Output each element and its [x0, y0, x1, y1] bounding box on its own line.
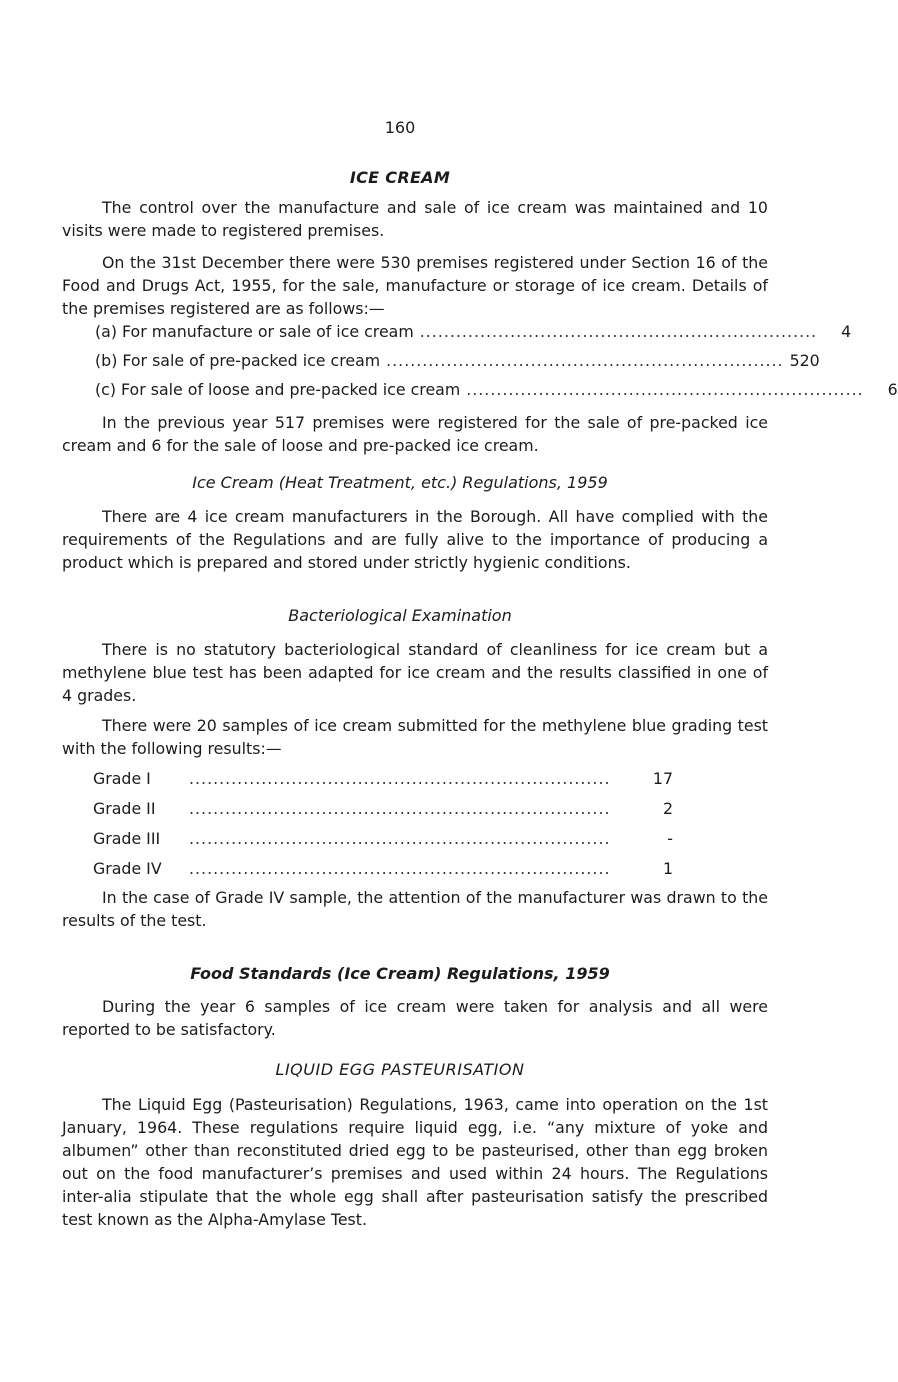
section-title-bacteriological: Bacteriological Examination: [288, 606, 512, 625]
grade-value: -: [667, 829, 673, 848]
paragraph-text: In the previous year 517 premises were registered for the sale of pre-packed ice cream and 6 for the sale of loose and pre-packed ice cream.: [62, 413, 768, 455]
dot-leader: ..................................................................: [419, 322, 818, 341]
list-item-label: (b) For sale of pre-packed ice cream: [95, 351, 381, 370]
dot-leader: ..................................................................: [466, 380, 864, 399]
paragraph-text: The control over the manufacture and sale of ice cream was maintained and 10 visits were made to registered premises.: [62, 198, 768, 240]
grade-row: [93, 857, 673, 880]
grade-value: 2: [662, 799, 673, 818]
section-title-ice-cream: ICE CREAM: [349, 168, 451, 187]
paragraph-methylene-blue: [62, 638, 768, 707]
paragraph-manufacturers: [62, 505, 768, 574]
paragraph-text: There is no statutory bacteriological standard of cleanliness for ice cream but a methylene blue test has been adapted for ice cream and the results classified in one of 4 grades.: [62, 640, 768, 705]
grade-row: [93, 767, 673, 790]
section-title-heat-treatment: Ice Cream (Heat Treatment, etc.) Regulations, 1959: [192, 473, 608, 492]
paragraph-previous-year: [62, 411, 768, 457]
paragraph-grade-iv: [62, 886, 768, 932]
section-title-food-standards: Food Standards (Ice Cream) Regulations, 1959: [190, 964, 610, 983]
list-item-c: [95, 378, 898, 401]
dot-leader: ......................................................................: [189, 829, 611, 848]
dot-leader: ..................................................................: [386, 351, 784, 370]
list-item-a: [95, 320, 852, 343]
list-item-value: 520: [789, 351, 820, 370]
paragraph-food-standards: [62, 995, 768, 1041]
dot-leader: ......................................................................: [189, 859, 611, 878]
paragraph-liquid-egg: [62, 1093, 768, 1231]
grade-value: 1: [662, 859, 673, 878]
paragraph-samples: [62, 714, 768, 760]
list-item-value: 6: [887, 380, 898, 399]
paragraph-text: There were 20 samples of ice cream submitted for the methylene blue grading test with the following results:—: [62, 716, 768, 758]
grade-value: 17: [652, 769, 673, 788]
dot-leader: ......................................................................: [189, 799, 611, 818]
grade-label: Grade III: [93, 829, 161, 848]
grade-label: Grade IV: [93, 859, 162, 878]
grade-label: Grade I: [93, 769, 151, 788]
section-title-liquid-egg: LIQUID EGG PASTEURISATION: [275, 1060, 525, 1079]
grade-row: [93, 827, 673, 850]
paragraph-ice-cream-control: [62, 196, 768, 242]
grade-label: Grade II: [93, 799, 156, 818]
list-item-label: (a) For manufacture or sale of ice cream: [95, 322, 414, 341]
paragraph-text: There are 4 ice cream manufacturers in the Borough. All have complied with the requirements of the Regulations and are fully alive to the importance of producing a product which is prepared and stored under strictly hygienic conditions.: [62, 507, 768, 572]
page-number: 160: [384, 118, 416, 137]
list-item-value: 4: [841, 322, 852, 341]
paragraph-text: The Liquid Egg (Pasteurisation) Regulations, 1963, came into operation on the 1st January, 1964. These regulations require liquid egg, i.e. “any mixture of yoke and albumen” other than reconstituted dried egg to be pasteurised, other than egg broken out on the food manufacturer’s premises and used within 24 hours. The Regulations inter-alia stipulate that the whole egg shall after pasteurisation satisfy the prescribed test known as the Alpha-Amylase Test.: [62, 1095, 768, 1229]
paragraph-text: On the 31st December there were 530 premises registered under Section 16 of the Food and Drugs Act, 1955, for the sale, manufacture or storage of ice cream. Details of the premises registered are as follows:—: [62, 253, 768, 318]
paragraph-registered-premises: [62, 251, 768, 320]
paragraph-text: In the case of Grade IV sample, the attention of the manufacturer was drawn to the results of the test.: [62, 888, 768, 930]
list-item-b: [95, 349, 820, 372]
dot-leader: ......................................................................: [189, 769, 611, 788]
list-item-label: (c) For sale of loose and pre-packed ice cream: [95, 380, 461, 399]
grade-row: [93, 797, 673, 820]
paragraph-text: During the year 6 samples of ice cream were taken for analysis and all were reported to be satisfactory.: [62, 997, 768, 1039]
